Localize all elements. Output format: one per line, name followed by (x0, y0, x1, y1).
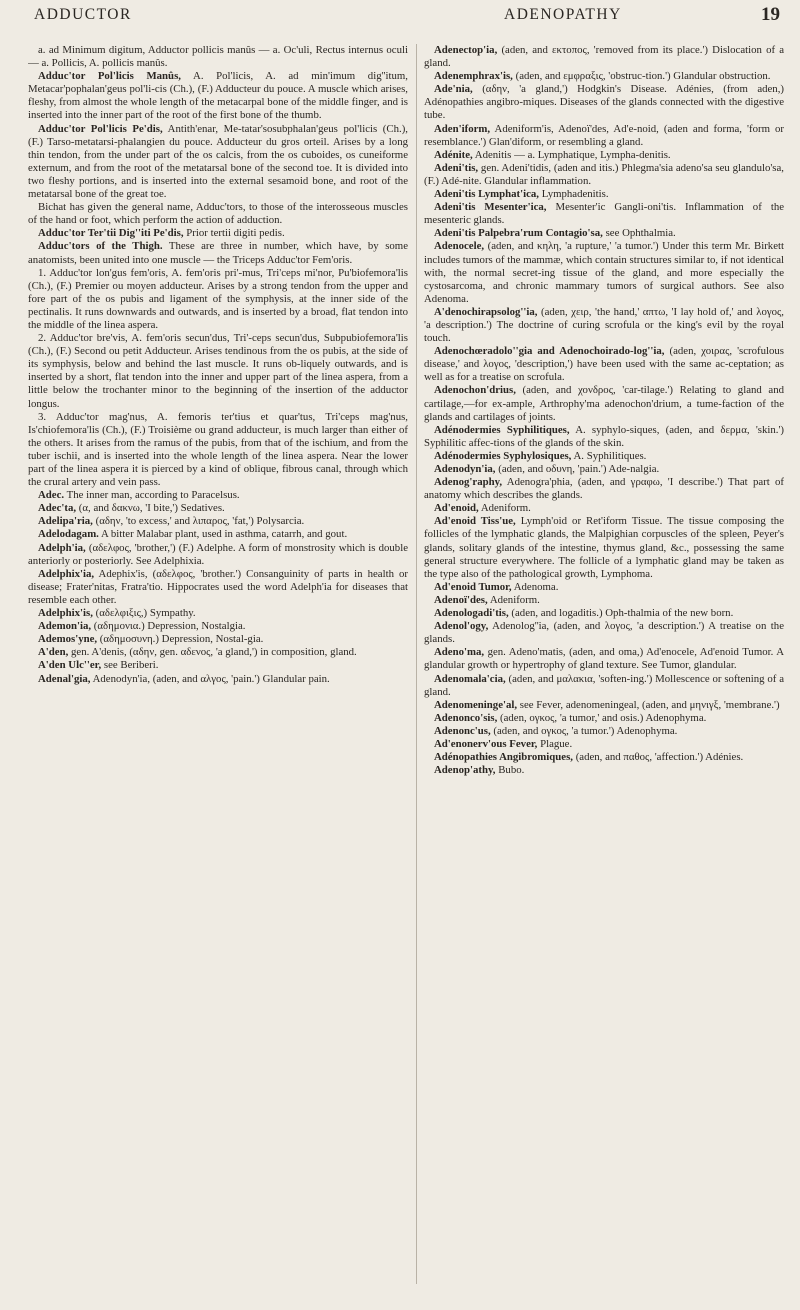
dictionary-entry (424, 44, 784, 70)
dictionary-entry (424, 673, 784, 699)
dictionary-entry (28, 515, 408, 528)
entry-definition: gen. Adeno'matis, (aden, and oma,) Ad'enocele, Ad'enoid Tumor. A glandular growth or hypertrophy of gland texture. See Tumor, glandular. (424, 646, 784, 672)
dictionary-entry (424, 515, 784, 580)
dictionary-entry (424, 188, 784, 201)
dictionary-entry (28, 673, 408, 686)
entry-definition: These are three in number, which have, by some anatomists, been united into one muscle — the Triceps Adduc'tor Fem'oris. (28, 240, 408, 266)
entry-headword: Adenodyn'ia, (434, 463, 496, 475)
entry-headword: Adenonco'sis, (434, 711, 498, 724)
dictionary-entry (28, 332, 408, 411)
entry-definition: Adeniform. (489, 593, 540, 606)
header-left-word: ADDUCTOR (34, 6, 132, 23)
entry-definition: (αδημοσυνη.) Depression, Nostal-gia. (99, 633, 264, 646)
dictionary-entry (28, 620, 408, 633)
entry-definition: A. syphylo-siques, (aden, and δερμα, 'skin.') Syphilitic affec-tions of the glands of the skin. (424, 423, 784, 449)
entry-headword: Ad'enonerv'ous Fever, (434, 737, 538, 750)
entry-definition: 3. Adduc'tor mag'nus, A. femoris ter'tius et quar'tus, Tri'ceps mag'nus, Is'chiofemora'lis (Ch.), (F.) Troisième ou grand adducteur, is much larger than either of the others. It arises from the ramus of the pubis, from that of the ischium, and from the tuber ischii, and is inserted into the whole length of the linea aspera. Near the lower part of the linea aspera it is pierced by a kind of oblique, fibrous canal, through which the crural artery and vein pass. (28, 410, 408, 489)
dictionary-entry (424, 306, 784, 345)
entry-headword: Adduc'tors of the Thigh. (38, 240, 163, 253)
dictionary-entry (28, 267, 408, 332)
entry-headword: Ademon'ia, (38, 620, 92, 633)
entry-definition: 2. Adduc'tor bre'vis, A. fem'oris secun'dus, Tri'-ceps secun'dus, Subpubiofemora'lis (Ch.), (F.) Second ou petit Adducteur. Arises tendinous from the os pubis, at the side of its symphysis, below and behind the last muscle. It runs ob-liquely outwards, and is inserted by a short, flat tendon into the inner and upper part of the linea aspera, from a little below the trochanter minor to the beginning of the insertion of the adductor longus. (28, 332, 408, 410)
dictionary-entry (424, 345, 784, 384)
entry-definition: (α, and δακνω, 'I bite,') Sedatives. (78, 502, 225, 515)
dictionary-entry (28, 411, 408, 490)
entry-definition: Antith'enar, Me-tatar'sosubphalan'geus pol'licis (Ch.), (F.) Tarso-metatarsi-phalangien du pouce. Adducteur du gros orteil. Arises by a long thin tendon, from the under part of the os calcis, from the os cuboides, os cuneiforme externum, and from the root of the metatarsal bone of the second toe. It is divided into two fleshy portions, and is inserted into the external sesamoid bone, and root of the metatarsal bone of the great toe. (28, 122, 408, 201)
entry-headword: Aden'iform, (434, 122, 491, 135)
dictionary-entry (424, 646, 784, 672)
entry-definition: Adeniform. (480, 502, 531, 515)
dictionary-entry (424, 70, 784, 83)
entry-headword: Ade'nia, (434, 83, 473, 96)
dictionary-entry (424, 424, 784, 450)
dictionary-entry (424, 450, 784, 463)
entry-definition: (aden, and ογκος, 'a tumor.') Adenophyma. (493, 724, 678, 737)
entry-headword: Adenal'gia, (38, 672, 91, 685)
dictionary-entry (424, 227, 784, 240)
dictionary-entry (28, 633, 408, 646)
entry-headword: Ademos'yne, (38, 633, 98, 646)
dictionary-entry (424, 699, 784, 712)
entry-headword: Adduc'tor Ter'tii Dig''iti Pe'dis, (38, 227, 184, 240)
entry-headword: A'den Ulc''er, (38, 659, 102, 672)
entry-headword: Adenog'raphy, (434, 476, 503, 489)
entry-headword: Adenomeninge'al, (434, 698, 518, 711)
entry-headword: Adenomala'cia, (434, 672, 506, 685)
entry-definition: Lymphadenitis. (541, 188, 609, 201)
entry-definition: (aden, χοιρας, 'scrofulous disease,' and λογος, 'description,') have been used with the same ac-ceptation; as well as for a treatise on scrofula. (424, 345, 784, 384)
entry-headword: Adenocele, (434, 240, 485, 253)
entry-headword: Adelphix'is, (38, 607, 93, 620)
entry-headword: Adenochon'drius, (434, 384, 516, 397)
entry-definition: A. Pol'licis, A. ad min'imum dig''itum, Metacar'pophalan'geus pol'li-cis (Ch.), (F.) Adducteur du pouce. A muscle which arises, fleshy, from almost the whole length of the metacarpal bone of the middle finger, and is inserted into the inner part of the root of the first bone of the thumb. (28, 70, 408, 122)
entry-headword: Adelipa'ria, (38, 515, 93, 528)
entry-definition: A bitter Malabar plant, used in asthma, catarrh, and gout. (101, 528, 348, 541)
page-number: 19 (761, 4, 780, 25)
dictionary-entry (424, 240, 784, 305)
dictionary-entry (28, 44, 408, 70)
dictionary-entry (28, 502, 408, 515)
entry-headword: Adelph'ia, (38, 541, 86, 554)
entry-definition: (aden, ογκος, 'a tumor,' and osis.) Adenophyma. (500, 711, 707, 724)
dictionary-entry (28, 646, 408, 659)
entry-definition: a. ad Minimum digitum, Adductor pollicis manûs — a. Oc'uli, Rectus internus oculi — a. Pollicis, A. pollicis manûs. (28, 44, 408, 70)
entry-definition: 1. Adduc'tor lon'gus fem'oris, A. fem'oris pri'-mus, Tri'ceps mi'nor, Pu'biofemora'lis (Ch.), (F.) Premier ou moyen adducteur. Arises by a strong tendon from the upper and fore part of the os pubis and ligament of the symphysis, at the inner side of the pectinalis. It runs downwards and outwards, and is inserted by a broad, flat tendon into the middle of the linea aspera. (28, 266, 408, 331)
entry-headword: Adénodermies Syphylosiques, (434, 449, 572, 462)
dictionary-entry (28, 123, 408, 202)
dictionary-entry (28, 489, 408, 502)
entry-definition: Mesenter'ic Gangli-oni'tis. Inflammation of the mesenteric glands. (424, 201, 784, 227)
entry-definition: Plague. (540, 737, 573, 750)
dictionary-entry (424, 581, 784, 594)
entry-headword: Adenol'ogy, (434, 620, 489, 633)
entry-definition: (aden, χειρ, 'the hand,' απτω, 'I lay hold of,' and λογος, 'a description.') The doctrine of curing scrofula or the king's evil by the royal touch. (424, 305, 784, 345)
entry-definition: Adenodyn'ia, (aden, and αλγος, 'pain.') Glandular pain. (92, 672, 330, 685)
entry-definition: Adenogra'phia, (aden, and γραφω, 'I describe.') That part of anatomy which describes the glands. (424, 476, 784, 502)
dictionary-entry (424, 620, 784, 646)
entry-definition: (aden, and κηλη, 'a rupture,' 'a tumor.') Under this term Mr. Birkett includes tumors of the mammæ, which contain structures similar to, if not identical with, the normal secret-ing tissue of the gland, and more especially the cystosarcoma, and chronic mammary tumors of surgical authors. See also Adenoma. (424, 240, 784, 305)
entry-headword: Ad'enoid, (434, 502, 479, 515)
entry-headword: Adénite, (434, 148, 473, 161)
dictionary-entry (28, 201, 408, 227)
dictionary-entry (424, 162, 784, 188)
entry-headword: Adec'ta, (38, 502, 77, 515)
dictionary-entry (424, 751, 784, 764)
entry-definition: The inner man, according to Paracelsus. (66, 489, 240, 502)
dictionary-entry (424, 201, 784, 227)
entry-headword: Adelphix'ia, (38, 567, 95, 580)
entry-definition: Bubo. (498, 764, 525, 777)
entry-headword: Adduc'tor Pol'licis Pe'dis, (38, 122, 163, 135)
entry-definition: Adenolog''ia, (aden, and λογος, 'a description.') A treatise on the glands. (424, 620, 784, 646)
entry-headword: A'denochirapsolog''ia, (434, 305, 538, 318)
entry-headword: Adenonc'us, (434, 724, 491, 737)
dictionary-entry (424, 123, 784, 149)
entry-definition: (αδελφος, 'brother,') (F.) Adelphe. A form of monstrosity which is double anteriorly or posteriorly. See Adelphixia. (28, 541, 408, 567)
entry-definition: A. Syphilitiques. (573, 449, 647, 462)
dictionary-entry (424, 725, 784, 738)
entry-definition: Adenoma. (513, 580, 559, 593)
entry-definition: (αδην, 'to excess,' and λιπαρος, 'fat,') Polysarcia. (95, 515, 305, 528)
column-divider (416, 44, 417, 1284)
entry-definition: (aden, and logaditis.) Oph-thalmia of the new born. (511, 607, 734, 620)
dictionary-entry (424, 738, 784, 751)
entry-definition: Adenitis — a. Lymphatique, Lympha-denitis. (474, 148, 671, 161)
entry-headword: Adenop'athy, (434, 764, 496, 777)
entry-definition: (αδην, 'a gland,') Hodgkin's Disease. Adénies, (from aden,) Adénopathies angibro-miques. Diseases of the glands connected with the digestive tube. (424, 83, 784, 122)
entry-definition: (aden, and εμφραξις, 'obstruc-tion.') Glandular obstruction. (515, 70, 771, 83)
dictionary-entry (424, 712, 784, 725)
entry-definition: Adeniform'is, Adenoï'des, Ad'e-noid, (aden and forma, 'form or resemblance.') Glan'diform, or resembling a gland. (424, 122, 784, 148)
entry-definition: (aden, and παθος, 'affection.') Adénies. (575, 751, 744, 764)
entry-definition: gen. A'denis, (αδην, gen. αδενος, 'a gland,') in composition, gland. (71, 646, 357, 659)
dictionary-entry (28, 659, 408, 672)
entry-headword: Adenochœradolo''gia and Adenochoirado-log''ia, (434, 345, 665, 358)
entry-headword: Adénodermies Syphilitiques, (434, 423, 570, 436)
dictionary-entry (28, 607, 408, 620)
entry-headword: Adec. (38, 489, 65, 502)
entry-definition: (aden, and οδυνη, 'pain.') Ade-nalgia. (498, 463, 660, 475)
header-right-word: ADENOPATHY (504, 6, 622, 23)
dictionary-entry (28, 568, 408, 607)
running-header (34, 6, 780, 28)
entry-definition: gen. Adeni'tidis, (aden and itis.) Phlegma'sia adeno'sa seu glandulo'sa, (F.) Adé-nite. Glandular inflammation. (424, 161, 784, 187)
dictionary-entry (424, 594, 784, 607)
right-column (424, 44, 784, 1300)
dictionary-entry (424, 502, 784, 515)
entry-definition: Adephix'is, (αδελφος, 'brother.') Consanguinity of parts in health or disease; Frater'nitas, Fratra'tio. Hippocrates used the word Adelph'ia for diseases that resemble each other. (28, 567, 408, 606)
entry-headword: Adenectop'ia, (434, 44, 498, 56)
entry-definition: see Fever, adenomeningeal, (aden, and μηνιγξ, 'membrane.') (519, 698, 780, 711)
entry-headword: Adduc'tor Pol'licis Manûs, (38, 70, 181, 83)
entry-headword: Ad'enoid Tiss'ue, (434, 515, 516, 528)
dictionary-entry (424, 149, 784, 162)
entry-headword: A'den, (38, 646, 69, 659)
dictionary-entry (28, 70, 408, 122)
entry-definition: (αδημονια.) Depression, Nostalgia. (93, 620, 246, 633)
dictionary-entry (424, 463, 784, 476)
entry-headword: Adeni'tis, (434, 161, 479, 174)
entry-headword: Adeni'tis Mesenter'ica, (434, 201, 547, 214)
entry-definition: (aden, and μαλακια, 'soften-ing.') Mollescence or softening of a gland. (424, 672, 784, 698)
entry-headword: Adeni'tis Lymphat'ica, (434, 188, 539, 201)
dictionary-entry (424, 764, 784, 777)
entry-headword: Adenoï'des, (434, 593, 488, 606)
dictionary-entry (28, 227, 408, 240)
entry-definition: (aden, and εκτοπος, 'removed from its place.') Dislocation of a gland. (424, 44, 784, 70)
entry-headword: Adeni'tis Palpebra'rum Contagio'sa, (434, 227, 603, 240)
entry-definition: see Ophthalmia. (605, 227, 676, 240)
entry-headword: Adenologadi'tis, (434, 607, 509, 620)
dictionary-entry (28, 542, 408, 568)
dictionary-entry (28, 240, 408, 266)
entry-headword: Adénopathies Angibromiques, (434, 751, 573, 764)
entry-headword: Adeno'ma, (434, 646, 485, 659)
dictionary-entry (28, 528, 408, 541)
dictionary-entry (424, 83, 784, 122)
entry-headword: Adenemphrax'is, (434, 70, 513, 83)
entry-definition: Lymph'oid or Ret'iform Tissue. The tissue composing the follicles of the lymphatic glands, the Malpighian corpuscles of the spleen, Peyer's glands, solitary glands of the intestine, thymus gland, &c., possessing the same general structure everywhere. The follicle of a lymphatic gland may be taken as the type also of the pathological growth, Lymphoma. (424, 515, 784, 580)
left-column (28, 44, 408, 1300)
dictionary-entry (424, 607, 784, 620)
entry-definition: see Beriberi. (103, 659, 159, 672)
entry-definition: (aden, and χονδρος, 'car-tilage.') Relating to gland and cartilage,—for ex-ample, Arthrophy'ma adenochon'drium, a tume-faction of the glands and cartilages of joints. (424, 384, 784, 423)
dictionary-entry (424, 384, 784, 423)
entry-definition: Bichat has given the general name, Adduc'tors, to those of the interosseous muscles of the hand or foot, which perform the action of adduction. (28, 201, 408, 227)
entry-definition: (αδελφιξις,) Sympathy. (95, 607, 196, 620)
entry-headword: Ad'enoid Tumor, (434, 580, 512, 593)
entry-headword: Adelodagam. (38, 528, 99, 541)
entry-definition: Prior tertii digiti pedis. (186, 227, 285, 240)
dictionary-entry (424, 476, 784, 502)
